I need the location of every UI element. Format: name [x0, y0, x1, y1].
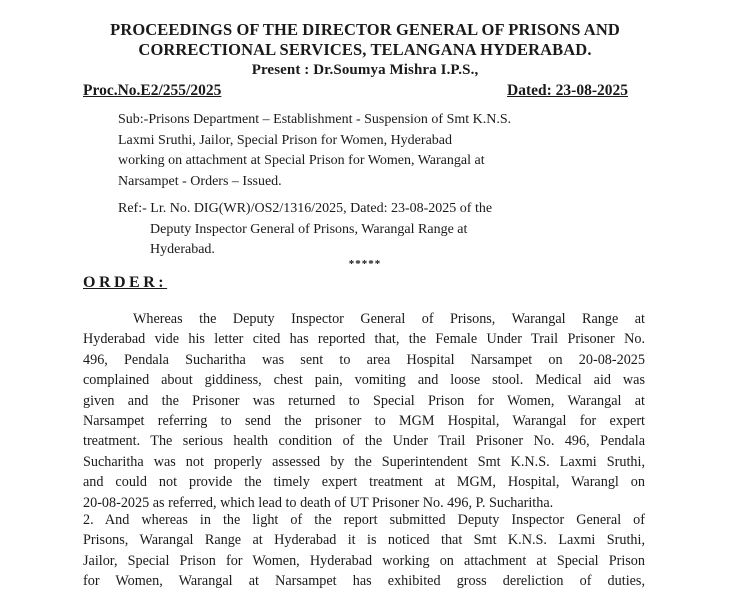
paragraph-line: Jailor, Special Prison for Women, Hyderabad working on attachment at Special Prison [83, 552, 645, 569]
header-title-line-2: CORRECTIONAL SERVICES, TELANGANA HYDERABAD. [138, 40, 592, 59]
header-present: Present : Dr.Soumya Mishra I.P.S., [251, 62, 479, 78]
paragraph-line: 20-08-2025 as referred, which lead to death of UT Prisoner No. 496, P. Sucharitha. [83, 494, 554, 511]
reference-line: Ref:- Lr. No. DIG(WR)/OS2/1316/2025, Dated: 23-08-2025 of the [118, 201, 493, 216]
separator-stars: ***** [348, 258, 382, 270]
paragraph-line: treatment. The serious health condition of the Under Trail Prisoner No. 496, Pendala [83, 433, 645, 450]
paragraph-line: complained about giddiness, chest pain, vomiting and loose stool. Medical aid was [83, 372, 645, 389]
reference-line: Deputy Inspector General of Prisons, Warangal Range at [150, 221, 468, 237]
paragraph-line: Hyderabad vide his letter cited has reported that, the Female Under Trail Prisoner No. [83, 331, 645, 348]
paragraph-line: Narsampet referring to send the prisoner to MGM Hospital, Warangal for expert [83, 413, 645, 430]
order-paragraph-2 [83, 510, 645, 591]
paragraph-line: given and the Prisoner was returned to Special Prison for Women, Warangal at [83, 392, 645, 409]
paragraph-line: and could not provide the timely expert treatment at MGM, Hospital, Warangl on [83, 474, 645, 491]
order-heading: ORDER: [83, 274, 168, 291]
reference-line: Hyderabad. [150, 242, 215, 257]
paragraph-line: Prisons, Warangal Range at Hyderabad it is noticed that Smt K.N.S. Laxmi Sruthi, [83, 532, 645, 549]
subject-line: Sub:-Prisons Department – Establishment - Suspension of Smt K.N.S. [118, 112, 512, 127]
paragraph-line: 2. And whereas in the light of the report submitted Deputy Inspector General of [83, 512, 645, 528]
subject-block [118, 110, 593, 192]
header-title-line-1: PROCEEDINGS OF THE DIRECTOR GENERAL OF PRISONS AND [110, 20, 620, 39]
proc-date: Dated: 23-08-2025 [507, 82, 628, 99]
order-paragraph-1 [83, 309, 645, 513]
proceedings-line [83, 82, 628, 104]
subject-line: Narsampet - Orders – Issued. [118, 173, 282, 189]
paragraph-line: 496, Pendala Sucharitha was sent to area Hospital Narsampet on 20-08-2025 [83, 351, 645, 368]
reference-block [118, 199, 593, 261]
paragraph-line: Sucharitha was not properly assessed by the Superintendent Smt K.N.S. Laxmi Sruthi, [83, 453, 645, 470]
paragraph-line: Whereas the Deputy Inspector General of Prisons, Warangal Range at [133, 311, 645, 327]
proc-number: Proc.No.E2/255/2025 [83, 82, 222, 99]
subject-line: working on attachment at Special Prison for Women, Warangal at [118, 153, 485, 168]
paragraph-line: for Women, Warangal at Narsampet has exhibited gross dereliction of duties, [83, 573, 645, 590]
subject-line: Laxmi Sruthi, Jailor, Special Prison for Women, Hyderabad [118, 132, 452, 148]
